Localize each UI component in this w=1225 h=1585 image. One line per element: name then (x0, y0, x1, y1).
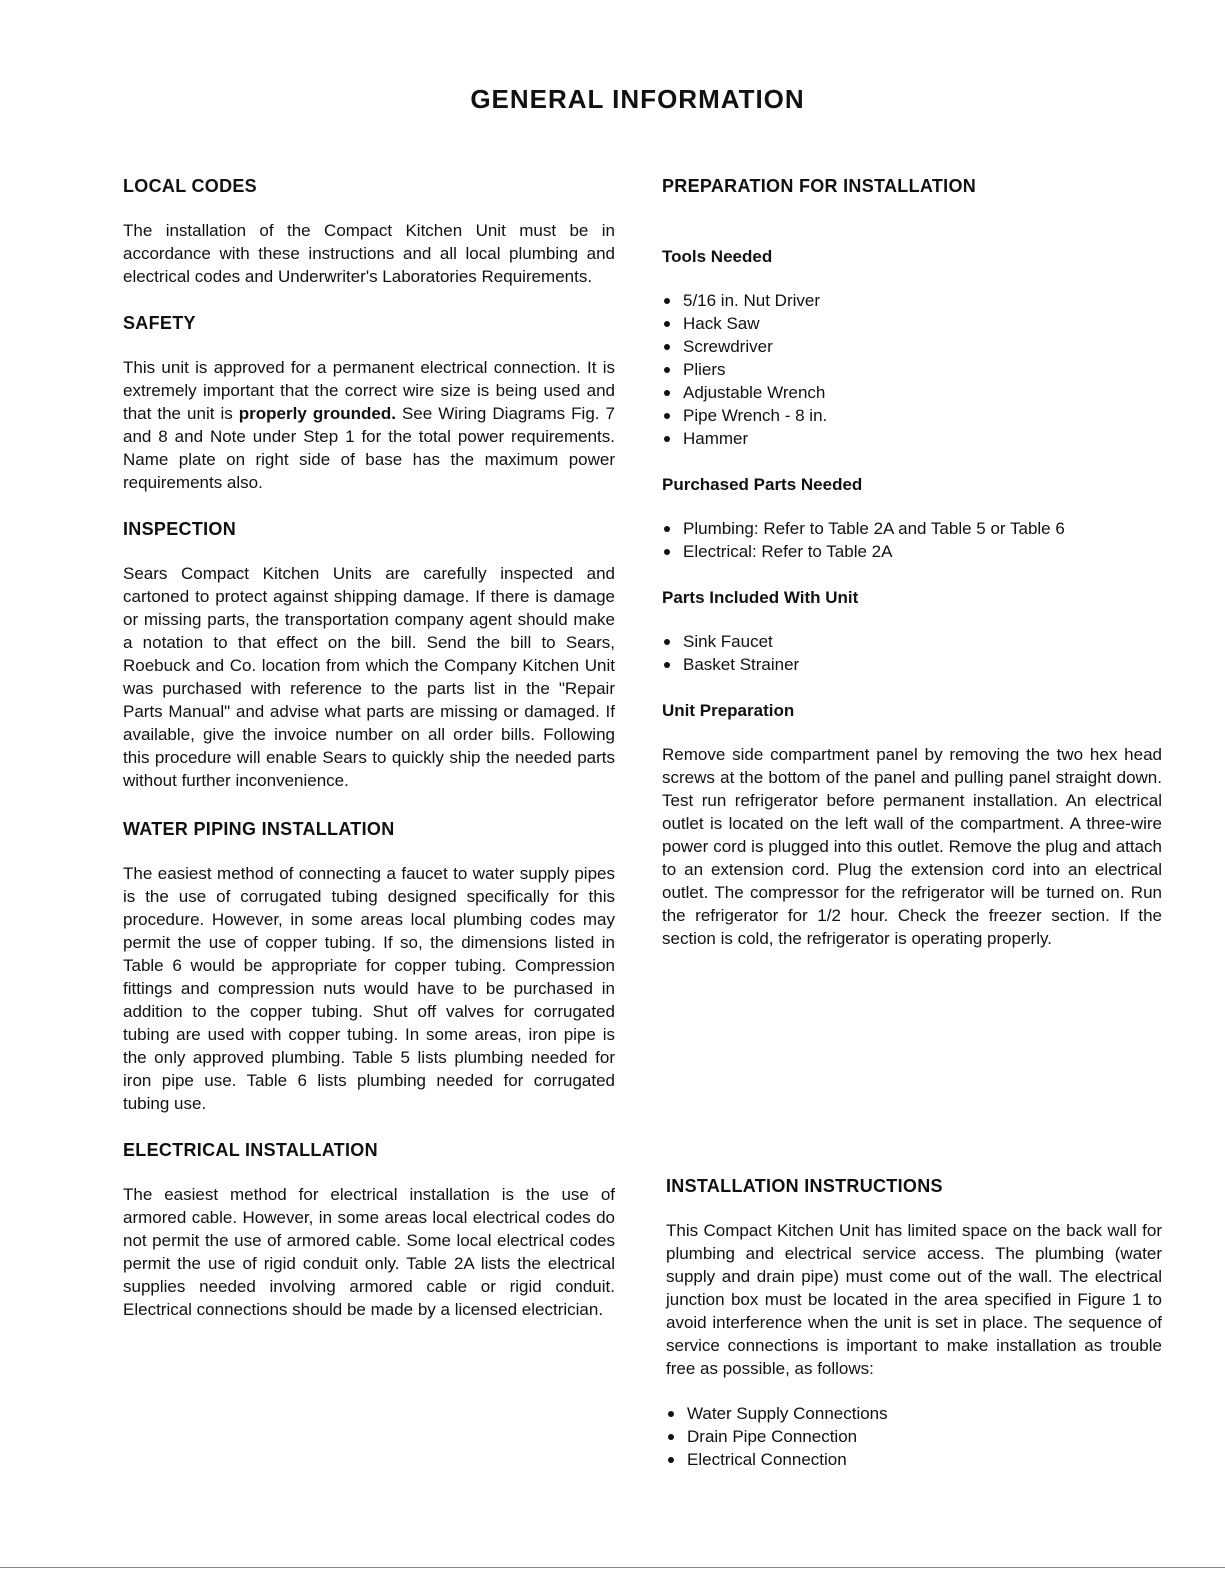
tools-section (662, 247, 1162, 450)
safety-text-part1: This unit is approved for a permanent electrical connection. It is extremely important that the correct wire size is being used and that the unit is (123, 358, 615, 423)
unit-preparation-text: Remove side compartment panel by removing the two hex head screws at the bottom of the panel and pulling panel straight down. Test run refrigerator before permanent installation. An electrical outlet is located on the left wall of the compartment. A three-wire power cord is plugged into this outlet. Remove the plug and attach to an extension cord. Plug the extension cord into an electrical outlet. The compressor for the refrigerator will be turned on. Run the refrigerator for 1/2 hour. Check the freezer section. If the section is cold, the refrigerator is operating properly. (662, 745, 1162, 948)
list-item: Electrical Connection (666, 1448, 1162, 1471)
preparation-heading: PREPARATION FOR INSTALLATION (662, 176, 977, 196)
tools-list (662, 289, 1162, 450)
page-title: GENERAL INFORMATION (470, 84, 805, 114)
purchased-parts-heading: Purchased Parts Needed (662, 475, 863, 494)
water-piping-heading: WATER PIPING INSTALLATION (123, 819, 395, 839)
water-piping-text: The easiest method of connecting a faucet to water supply pipes is the use of corrugated tubing designed specifically for this procedure. However, in some areas local plumbing codes may permit the use of copper tubing. If so, the dimensions listed in Table 6 would be appropriate for copper tubing. Compression fittings and compression nuts would have to be purchased in addition to the copper tubing. Shut off valves for corrugated tubing are used with copper tubing. In some areas, iron pipe is the only approved plumbing. Table 5 lists plumbing needed for iron pipe use. Table 6 lists plumbing needed for corrugated tubing use. (123, 864, 615, 1113)
installation-heading: INSTALLATION INSTRUCTIONS (666, 1176, 943, 1196)
local-codes-text: The installation of the Compact Kitchen Unit must be in accordance with these instructions and all local plumbing and electrical codes and Underwriter's Laboratories Requirements. (123, 221, 615, 286)
list-item: Sink Faucet (662, 630, 1162, 653)
electrical-text: The easiest method for electrical installation is the use of armored cable. However, in some areas local electrical codes do not permit the use of armored cable. Some local electrical codes permit the use of rigid conduit only. Table 2A lists the electrical supplies needed involving armored cable or rigid conduit. Electrical connections should be made by a licensed electrician. (123, 1185, 615, 1319)
page-bottom-rule (0, 1567, 1225, 1568)
list-item: 5/16 in. Nut Driver (662, 289, 1162, 312)
inspection-section (123, 519, 615, 792)
installation-text: This Compact Kitchen Unit has limited space on the back wall for plumbing and electrical service access. The plumbing (water supply and drain pipe) must come out of the wall. The electrical junction box must be located in the area specified in Figure 1 to avoid interference when the unit is set in place. The sequence of service connections is important to make installation as trouble free as possible, as follows: (666, 1221, 1162, 1378)
local-codes-heading: LOCAL CODES (123, 176, 257, 196)
included-parts-heading: Parts Included With Unit (662, 588, 859, 607)
tools-heading: Tools Needed (662, 247, 773, 266)
list-item: Plumbing: Refer to Table 2A and Table 5 or Table 6 (662, 517, 1162, 540)
left-column (123, 176, 615, 1321)
list-item: Adjustable Wrench (662, 381, 1162, 404)
list-item: Water Supply Connections (666, 1402, 1162, 1425)
local-codes-section (123, 176, 615, 288)
list-item: Screwdriver (662, 335, 1162, 358)
installation-list (666, 1402, 1162, 1471)
safety-section (123, 313, 615, 494)
purchased-parts-section (662, 475, 1162, 563)
list-item: Pliers (662, 358, 1162, 381)
list-item: Electrical: Refer to Table 2A (662, 540, 1162, 563)
included-parts-list (662, 630, 1162, 676)
unit-preparation-section (662, 701, 1162, 950)
list-item: Hammer (662, 427, 1162, 450)
list-item: Basket Strainer (662, 653, 1162, 676)
inspection-text: Sears Compact Kitchen Units are carefully inspected and cartoned to protect against shipping damage. If there is damage or missing parts, the transportation company agent should make a notation to that effect on the bill. Send the bill to Sears, Roebuck and Co. location from which the Company Kitchen Unit was purchased with reference to the parts list in the "Repair Parts Manual" and advise what parts are missing or damaged. If available, give the invoice number on all order bills. Following this procedure will enable Sears to quickly ship the needed parts without further inconvenience. (123, 564, 615, 790)
electrical-heading: ELECTRICAL INSTALLATION (123, 1140, 378, 1160)
installation-section (666, 1176, 1162, 1471)
list-item: Drain Pipe Connection (666, 1425, 1162, 1448)
unit-preparation-heading: Unit Preparation (662, 701, 795, 720)
included-parts-section (662, 588, 1162, 676)
purchased-parts-list (662, 517, 1162, 563)
list-item: Hack Saw (662, 312, 1162, 335)
inspection-heading: INSPECTION (123, 519, 237, 539)
list-item: Pipe Wrench - 8 in. (662, 404, 1162, 427)
right-column (662, 176, 1162, 950)
electrical-section (123, 1140, 615, 1321)
safety-text-part2: See Wiring Diagrams Fig. 7 and 8 and Note under Step 1 for the total power requirements. Name plate on right side of base has the maximum power requirements also. (123, 404, 615, 492)
water-piping-section (123, 819, 615, 1115)
safety-text (123, 356, 615, 494)
safety-text-bold: properly grounded. (238, 404, 396, 423)
safety-heading: SAFETY (123, 313, 196, 333)
